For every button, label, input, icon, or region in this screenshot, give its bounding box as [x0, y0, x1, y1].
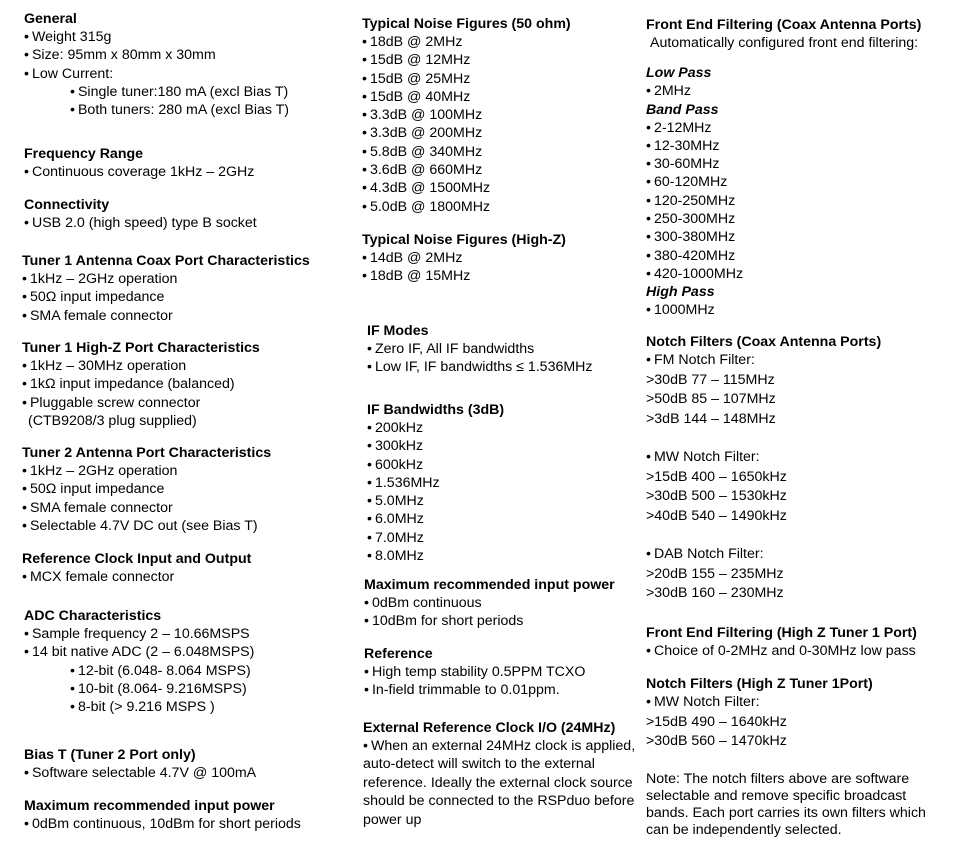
- spec-line: • Weight 315g: [24, 28, 289, 46]
- spec-line: • 200kHz: [367, 419, 504, 437]
- spec-line: • 12-30MHz: [646, 137, 921, 155]
- heading-tuner1-coax: Tuner 1 Antenna Coax Port Characteristics: [22, 253, 310, 269]
- spec-subline: • Both tuners: 280 mA (excl Bias T): [24, 101, 289, 119]
- spec-line: • 5.8dB @ 340MHz: [362, 143, 571, 161]
- spec-line: • 1000MHz: [646, 301, 921, 319]
- spec-line: • 380-420MHz: [646, 247, 921, 265]
- section-if-modes: [367, 322, 593, 377]
- spec-line: • 50Ω input impedance: [22, 480, 271, 498]
- section-if-bandwidths: [367, 401, 504, 565]
- section-connectivity: [24, 196, 257, 232]
- spec-line: • 15dB @ 40MHz: [362, 88, 571, 106]
- section-subtitle: Automatically configured front end filtering:: [650, 35, 919, 51]
- spec-line: • SMA female connector: [22, 499, 271, 517]
- section-frequency-range: [24, 145, 254, 181]
- heading-adc: ADC Characteristics: [24, 608, 162, 624]
- spec-line: • 2-12MHz: [646, 119, 921, 137]
- section-front-end-filtering: [646, 16, 921, 320]
- heading-tuner1-hiz: Tuner 1 High-Z Port Characteristics: [22, 340, 260, 356]
- spec-line: • 3.3dB @ 200MHz: [362, 124, 571, 142]
- spec-line: • In-field trimmable to 0.01ppm.: [364, 681, 585, 699]
- section-reference-clock: [22, 550, 251, 586]
- heading-max-input-power: Maximum recommended input power: [24, 798, 275, 814]
- spec-line: • USB 2.0 (high speed) type B socket: [24, 214, 257, 232]
- spec-line: • Selectable 4.7V DC out (see Bias T): [22, 517, 271, 535]
- spec-line: • FM Notch Filter:: [646, 351, 881, 371]
- section-bias-t: [24, 746, 256, 782]
- spec-subline: • Single tuner:180 mA (excl Bias T): [24, 83, 289, 101]
- section-general: [24, 10, 289, 119]
- heading-noise-figures-50ohm: Typical Noise Figures (50 ohm): [362, 16, 571, 32]
- spec-line: • DAB Notch Filter:: [646, 545, 881, 565]
- heading-tuner2: Tuner 2 Antenna Port Characteristics: [22, 445, 272, 461]
- heading-front-end-filtering-hiz: Front End Filtering (High Z Tuner 1 Port): [646, 625, 917, 641]
- spec-line: • 14dB @ 2MHz: [362, 249, 566, 267]
- spec-paragraph: • When an external 24MHz clock is applied, auto-detect will switch to the external reference. Ideally the external clock source should be connected to the RSPduo before power up: [363, 737, 638, 829]
- spec-line: • 0dBm continuous, 10dBm for short periods: [24, 815, 301, 833]
- spec-line: >30dB 560 – 1470kHz: [646, 733, 787, 749]
- spec-line: • Size: 95mm x 80mm x 30mm: [24, 46, 289, 64]
- heading-general: General: [24, 11, 77, 27]
- heading-noise-figures-highz: Typical Noise Figures (High-Z): [362, 232, 566, 248]
- note-paragraph: Note: The notch filters above are software selectable and remove specific broadcast bands. Each port carries its own filters which can be independently selected.: [646, 771, 926, 838]
- spec-subline: • 10-bit (8.064- 9.216MSPS): [24, 680, 254, 698]
- spec-line: • 5.0dB @ 1800MHz: [362, 198, 571, 216]
- heading-front-end-filtering: Front End Filtering (Coax Antenna Ports): [646, 17, 922, 33]
- spec-line: • 7.0MHz: [367, 529, 504, 547]
- section-max-input-power-left: [24, 797, 301, 833]
- heading-connectivity: Connectivity: [24, 197, 110, 213]
- spec-line: >30dB 500 – 1530kHz: [646, 488, 787, 504]
- spec-line: • MCX female connector: [22, 568, 251, 586]
- spec-line: >50dB 85 – 107MHz: [646, 391, 776, 407]
- spec-line: • 600kHz: [367, 456, 504, 474]
- section-noise-figures-highz: [362, 231, 566, 286]
- spec-line: • High temp stability 0.5PPM TCXO: [364, 663, 585, 681]
- spec-line: • 250-300MHz: [646, 210, 921, 228]
- high-pass-label: High Pass: [646, 284, 715, 301]
- spec-line: • 60-120MHz: [646, 173, 921, 191]
- spec-line: • SMA female connector: [22, 307, 310, 325]
- spec-line: • 1.536MHz: [367, 474, 504, 492]
- spec-line-continuation: (CTB9208/3 plug supplied): [28, 412, 197, 429]
- spec-line: • 1kΩ input impedance (balanced): [22, 375, 260, 393]
- spec-line: • 15dB @ 12MHz: [362, 51, 571, 69]
- spec-line: • 18dB @ 2MHz: [362, 33, 571, 51]
- spec-line: • 300kHz: [367, 437, 504, 455]
- spec-line: • 5.0MHz: [367, 492, 504, 510]
- spec-line: • MW Notch Filter:: [646, 693, 873, 713]
- heading-reference-clock: Reference Clock Input and Output: [22, 551, 252, 567]
- spec-line: • 4.3dB @ 1500MHz: [362, 179, 571, 197]
- heading-if-modes: IF Modes: [367, 323, 429, 339]
- section-noise-figures-50ohm: [362, 15, 571, 216]
- spec-line: • Zero IF, All IF bandwidths: [367, 340, 593, 358]
- heading-notch-filters: Notch Filters (Coax Antenna Ports): [646, 334, 882, 350]
- spec-line: >3dB 144 – 148MHz: [646, 410, 776, 427]
- spec-line: • Software selectable 4.7V @ 100mA: [24, 764, 256, 782]
- spec-line: >15dB 490 – 1640kHz: [646, 713, 787, 730]
- section-tuner2: [22, 444, 271, 535]
- heading-frequency-range: Frequency Range: [24, 146, 144, 162]
- spec-line: • 1kHz – 2GHz operation: [22, 462, 271, 480]
- heading-bias-t: Bias T (Tuner 2 Port only): [24, 747, 196, 763]
- spec-line: >40dB 540 – 1490kHz: [646, 507, 787, 524]
- spec-line: • 120-250MHz: [646, 192, 921, 210]
- spec-line: • Low Current:: [24, 65, 289, 83]
- spec-line: • 15dB @ 25MHz: [362, 70, 571, 88]
- heading-external-reference: External Reference Clock I/O (24MHz): [363, 720, 616, 736]
- section-max-input-power-middle: [364, 576, 615, 631]
- spec-line: • 10dBm for short periods: [364, 612, 615, 630]
- spec-line: • 50Ω input impedance: [22, 288, 310, 306]
- spec-line: • 30-60MHz: [646, 155, 921, 173]
- section-notch-filters-hiz: [646, 675, 873, 752]
- spec-line: • 1kHz – 30MHz operation: [22, 357, 260, 375]
- spec-line: • 14 bit native ADC (2 – 6.048MSPS): [24, 643, 254, 661]
- band-pass-label: Band Pass: [646, 101, 719, 118]
- spec-line: • 8.0MHz: [367, 547, 504, 565]
- spec-line: • 300-380MHz: [646, 228, 921, 246]
- spec-line: • 3.6dB @ 660MHz: [362, 161, 571, 179]
- section-tuner1-hiz: [22, 339, 260, 430]
- spec-subline: • 8-bit (> 9.216 MSPS ): [24, 698, 254, 716]
- spec-line: • Continuous coverage 1kHz – 2GHz: [24, 163, 254, 181]
- heading-reference: Reference: [364, 646, 433, 662]
- section-tuner1-coax: [22, 252, 310, 325]
- spec-line: >15dB 400 – 1650kHz: [646, 468, 787, 485]
- heading-max-input-power: Maximum recommended input power: [364, 577, 615, 593]
- spec-line: • Sample frequency 2 – 10.66MSPS: [24, 625, 254, 643]
- spec-line: • 6.0MHz: [367, 510, 504, 528]
- section-external-reference: [363, 719, 638, 829]
- spec-line: >30dB 77 – 115MHz: [646, 371, 775, 388]
- spec-line: • Pluggable screw connector: [22, 394, 260, 412]
- section-reference: [364, 645, 585, 700]
- section-adc: [24, 607, 254, 716]
- spec-line: • 3.3dB @ 100MHz: [362, 106, 571, 124]
- spec-subline: • 12-bit (6.048- 8.064 MSPS): [24, 662, 254, 680]
- spec-line: • Choice of 0-2MHz and 0-30MHz low pass: [646, 642, 917, 660]
- spec-line: • 1kHz – 2GHz operation: [22, 270, 310, 288]
- spec-line: • 420-1000MHz: [646, 265, 921, 283]
- spec-line: >30dB 160 – 230MHz: [646, 585, 784, 601]
- heading-if-bandwidths: IF Bandwidths (3dB): [367, 402, 505, 418]
- heading-notch-filters-hiz: Notch Filters (High Z Tuner 1Port): [646, 676, 873, 692]
- low-pass-label: Low Pass: [646, 65, 712, 82]
- spec-line: • 18dB @ 15MHz: [362, 267, 566, 285]
- section-front-end-filtering-hiz: [646, 624, 917, 660]
- spec-line: • 2MHz: [646, 82, 921, 100]
- section-notch-filters: [646, 333, 881, 604]
- spec-line: • MW Notch Filter:: [646, 448, 881, 468]
- spec-line: • Low IF, IF bandwidths ≤ 1.536MHz: [367, 358, 593, 376]
- spec-line: • 0dBm continuous: [364, 594, 615, 612]
- spec-line: >20dB 155 – 235MHz: [646, 565, 784, 582]
